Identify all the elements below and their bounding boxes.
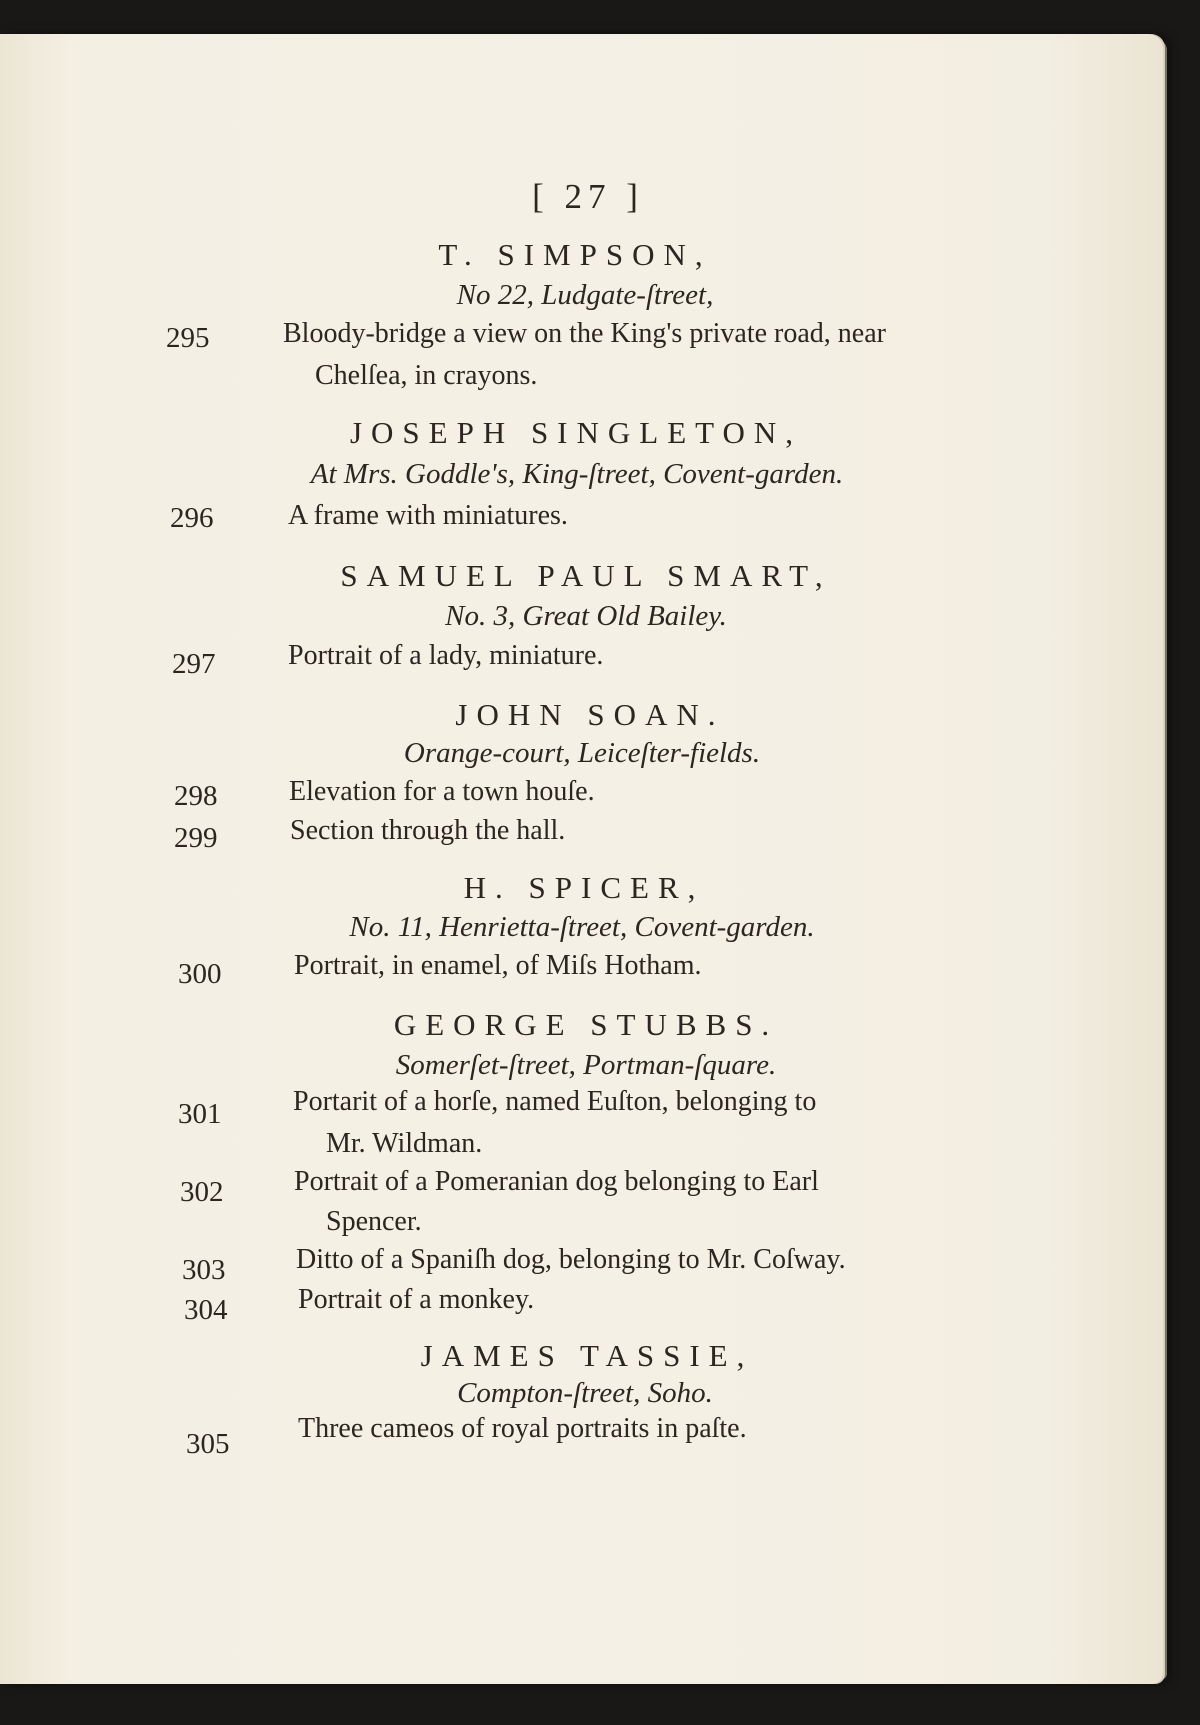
entry-number: 299 [174, 822, 218, 854]
page-number: [ 27 ] [532, 177, 644, 216]
entry-number: 302 [180, 1176, 224, 1208]
entry-text: A frame with miniatures. [288, 500, 568, 531]
entry-number: 304 [184, 1294, 228, 1326]
artist-name: GEORGE STUBBS. [393, 1007, 779, 1042]
entry-number: 301 [178, 1098, 222, 1130]
entry-text: Mr. Wildman. [326, 1128, 483, 1159]
artist-name: JAMES TASSIE, [420, 1338, 754, 1373]
entry-text: Portrait of a Pomeranian dog belonging to Earl [294, 1166, 819, 1197]
entry-number: 295 [166, 322, 210, 354]
entry-text: Section through the hall. [290, 815, 566, 846]
entry-number: 305 [186, 1428, 230, 1460]
entry-text: Portarit of a horſe, named Euſton, belonging to [293, 1086, 817, 1117]
artist-address: Somerſet-ſtreet, Portman-ſquare. [395, 1049, 777, 1081]
artist-address: No. 11, Henrietta-ſtreet, Covent-garden. [349, 911, 815, 943]
artist-name: T. SIMPSON, [438, 237, 712, 272]
artist-name: JOSEPH SINGLETON, [349, 415, 803, 450]
entry-text: Bloody-bridge a view on the King's private road, near [283, 318, 886, 349]
entry-number: 296 [170, 502, 214, 534]
artist-address: No 22, Ludgate-ſtreet, [456, 279, 714, 311]
artist-name: JOHN SOAN. [455, 697, 725, 732]
artist-address: Compton-ſtreet, Soho. [457, 1377, 713, 1409]
entry-text: Portrait of a monkey. [298, 1284, 535, 1315]
entry-number: 298 [174, 780, 218, 812]
entry-text: Ditto of a Spaniſh dog, belonging to Mr. Coſway. [296, 1244, 846, 1275]
entry-text: Portrait of a lady, miniature. [288, 640, 604, 671]
artist-name: SAMUEL PAUL SMART, [340, 558, 832, 593]
entry-number: 300 [178, 958, 222, 990]
entry-text: Portrait, in enamel, of Miſs Hotham. [294, 950, 702, 981]
entry-number: 303 [182, 1254, 226, 1286]
entry-text: Spencer. [326, 1206, 422, 1237]
entry-text: Chelſea, in crayons. [315, 360, 538, 391]
entry-text: Elevation for a town houſe. [289, 776, 595, 807]
entry-number: 297 [172, 648, 216, 680]
entry-text: Three cameos of royal portraits in paſte. [298, 1413, 747, 1444]
artist-address: At Mrs. Goddle's, King-ſtreet, Covent-garden. [310, 458, 844, 490]
artist-address: Orange-court, Leiceſter-fields. [403, 737, 761, 769]
artist-address: No. 3, Great Old Bailey. [445, 600, 727, 632]
artist-name: H. SPICER, [463, 870, 705, 905]
